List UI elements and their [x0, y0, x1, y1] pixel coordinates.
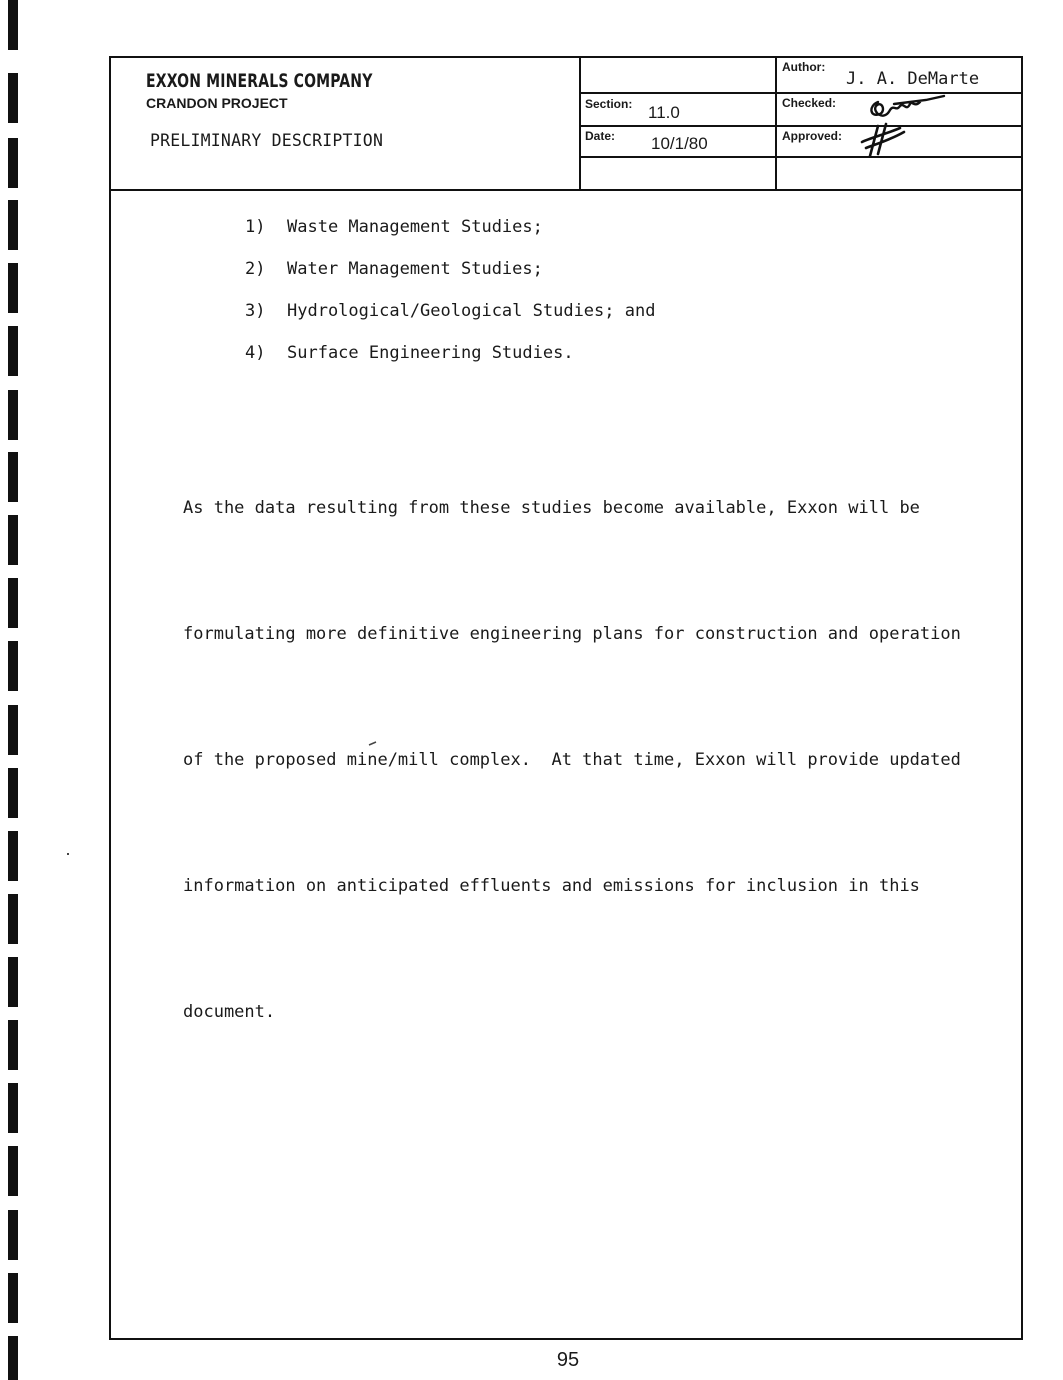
- project-name: CRANDON PROJECT: [146, 95, 288, 111]
- list-item-number: 4): [245, 343, 266, 363]
- scan-speck: [67, 853, 69, 855]
- list-item-text: Hydrological/Geological Studies; and: [287, 301, 656, 321]
- company-name: EXXON MINERALS COMPANY: [146, 70, 373, 92]
- paragraph-line: As the data resulting from these studies become available, Exxon will be: [183, 498, 920, 518]
- document-title: PRELIMINARY DESCRIPTION: [150, 131, 384, 150]
- paragraph-line: of the proposed mine/mill complex. At that time, Exxon will provide updated: [183, 750, 961, 770]
- list-item-number: 1): [245, 217, 266, 237]
- page-number: 95: [556, 1349, 580, 1371]
- list-item-number: 3): [245, 301, 266, 321]
- approved-label: Approved:: [782, 129, 842, 143]
- paragraph-line: formulating more definitive engineering plans for construction and operation: [183, 624, 961, 644]
- section-label: Section:: [585, 97, 633, 111]
- list-item-text: Surface Engineering Studies.: [287, 343, 574, 363]
- body-paragraph: [183, 403, 1003, 1075]
- paragraph-line: information on anticipated effluents and emissions for inclusion in this: [183, 876, 920, 896]
- author-label: Author:: [782, 60, 826, 74]
- checked-label: Checked:: [782, 96, 837, 110]
- author-value: J. A. DeMarte: [846, 69, 980, 89]
- date-value: 10/1/80: [651, 134, 708, 153]
- list-item-text: Waste Management Studies;: [287, 217, 543, 237]
- approved-signature: [856, 120, 916, 160]
- paragraph-line: document.: [183, 1002, 276, 1022]
- scan-speck: [368, 740, 378, 746]
- section-value: 11.0: [648, 103, 680, 122]
- date-label: Date:: [585, 129, 616, 143]
- list-item-number: 2): [245, 259, 266, 279]
- list-item-text: Water Management Studies;: [287, 259, 543, 279]
